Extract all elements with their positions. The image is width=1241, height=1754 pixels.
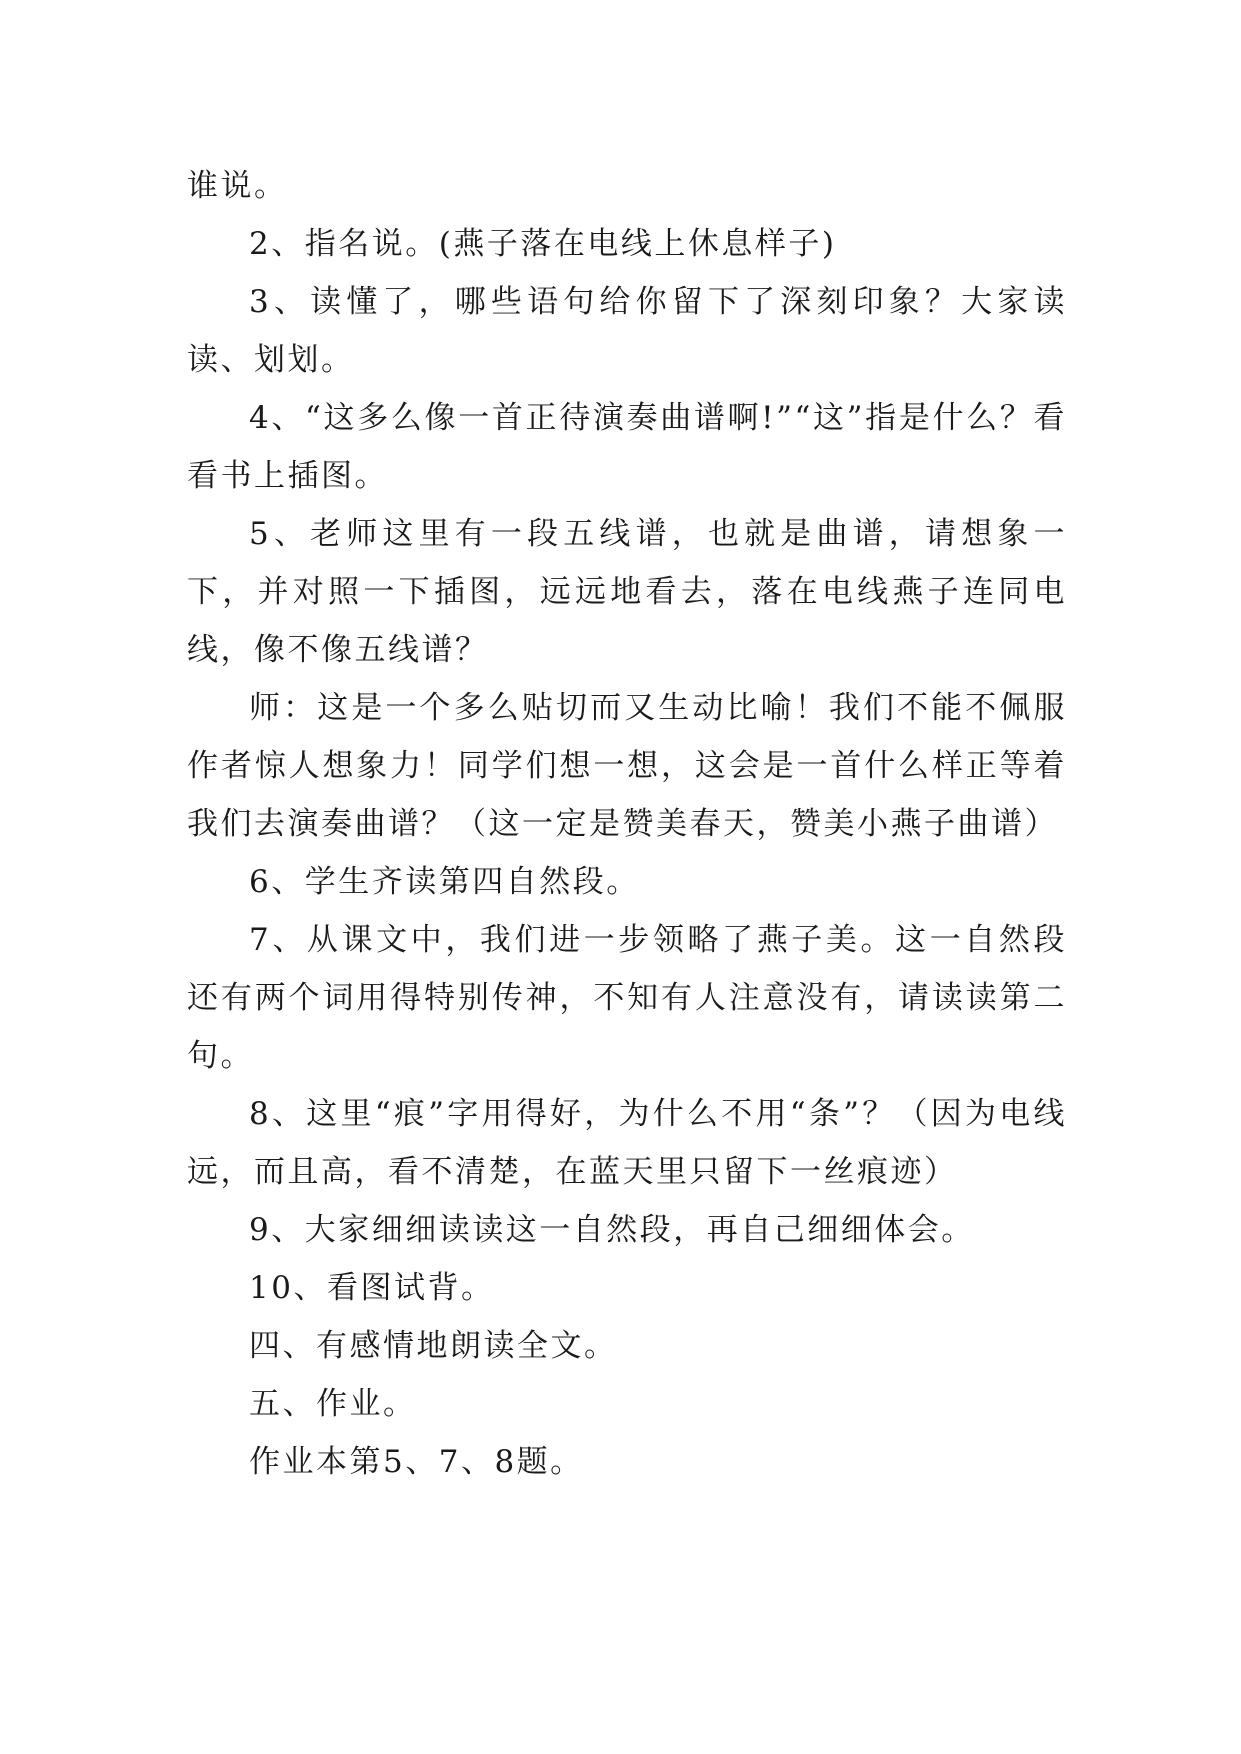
paragraph-step-5: 5、老师这里有一段五线谱，也就是曲谱，请想象一下，并对照一下插图，远远地看去，落在电线燕子连同电线，像不像五线谱？ — [187, 516, 1067, 668]
paragraph-step-9: 9、大家细细读读这一自然段，再自己细细体会。 — [249, 1212, 975, 1248]
paragraph-homework-detail: 作业本第5、7、8题。 — [249, 1444, 584, 1480]
section-heading-reading: 四、有感情地朗读全文。 — [249, 1328, 618, 1364]
paragraph-step-7: 7、从课文中，我们进一步领略了燕子美。这一自然段还有两个词用得特别传神，不知有人注意没有，请读读第二句。 — [187, 922, 1067, 1074]
paragraph-step-2: 2、指名说。(燕子落在电线上休息样子) — [249, 226, 837, 262]
paragraph-step-6: 6、学生齐读第四自然段。 — [249, 864, 640, 900]
paragraph-teacher-remark: 师：这是一个多么贴切而又生动比喻！我们不能不佩服作者惊人想象力！同学们想一想，这会是一首什么样正等着我们去演奏曲谱？（这一定是赞美春天，赞美小燕子曲谱） — [187, 690, 1067, 842]
paragraph-step-4: 4、“这多么像一首正待演奏曲谱啊!”“这”指是什么？看看书上插图。 — [187, 400, 1067, 494]
paragraph-step-10: 10、看图试背。 — [249, 1270, 495, 1306]
paragraph-step-3: 3、读懂了，哪些语句给你留下了深刻印象？大家读读、划划。 — [187, 284, 1067, 378]
section-heading-homework: 五、作业。 — [249, 1386, 417, 1422]
paragraph-continuation: 谁说。 — [187, 168, 288, 204]
document-page — [187, 157, 1067, 1491]
paragraph-step-8: 8、这里“痕”字用得好，为什么不用“条”？（因为电线远，而且高，看不清楚，在蓝天里只留下一丝痕迹） — [187, 1096, 1067, 1190]
